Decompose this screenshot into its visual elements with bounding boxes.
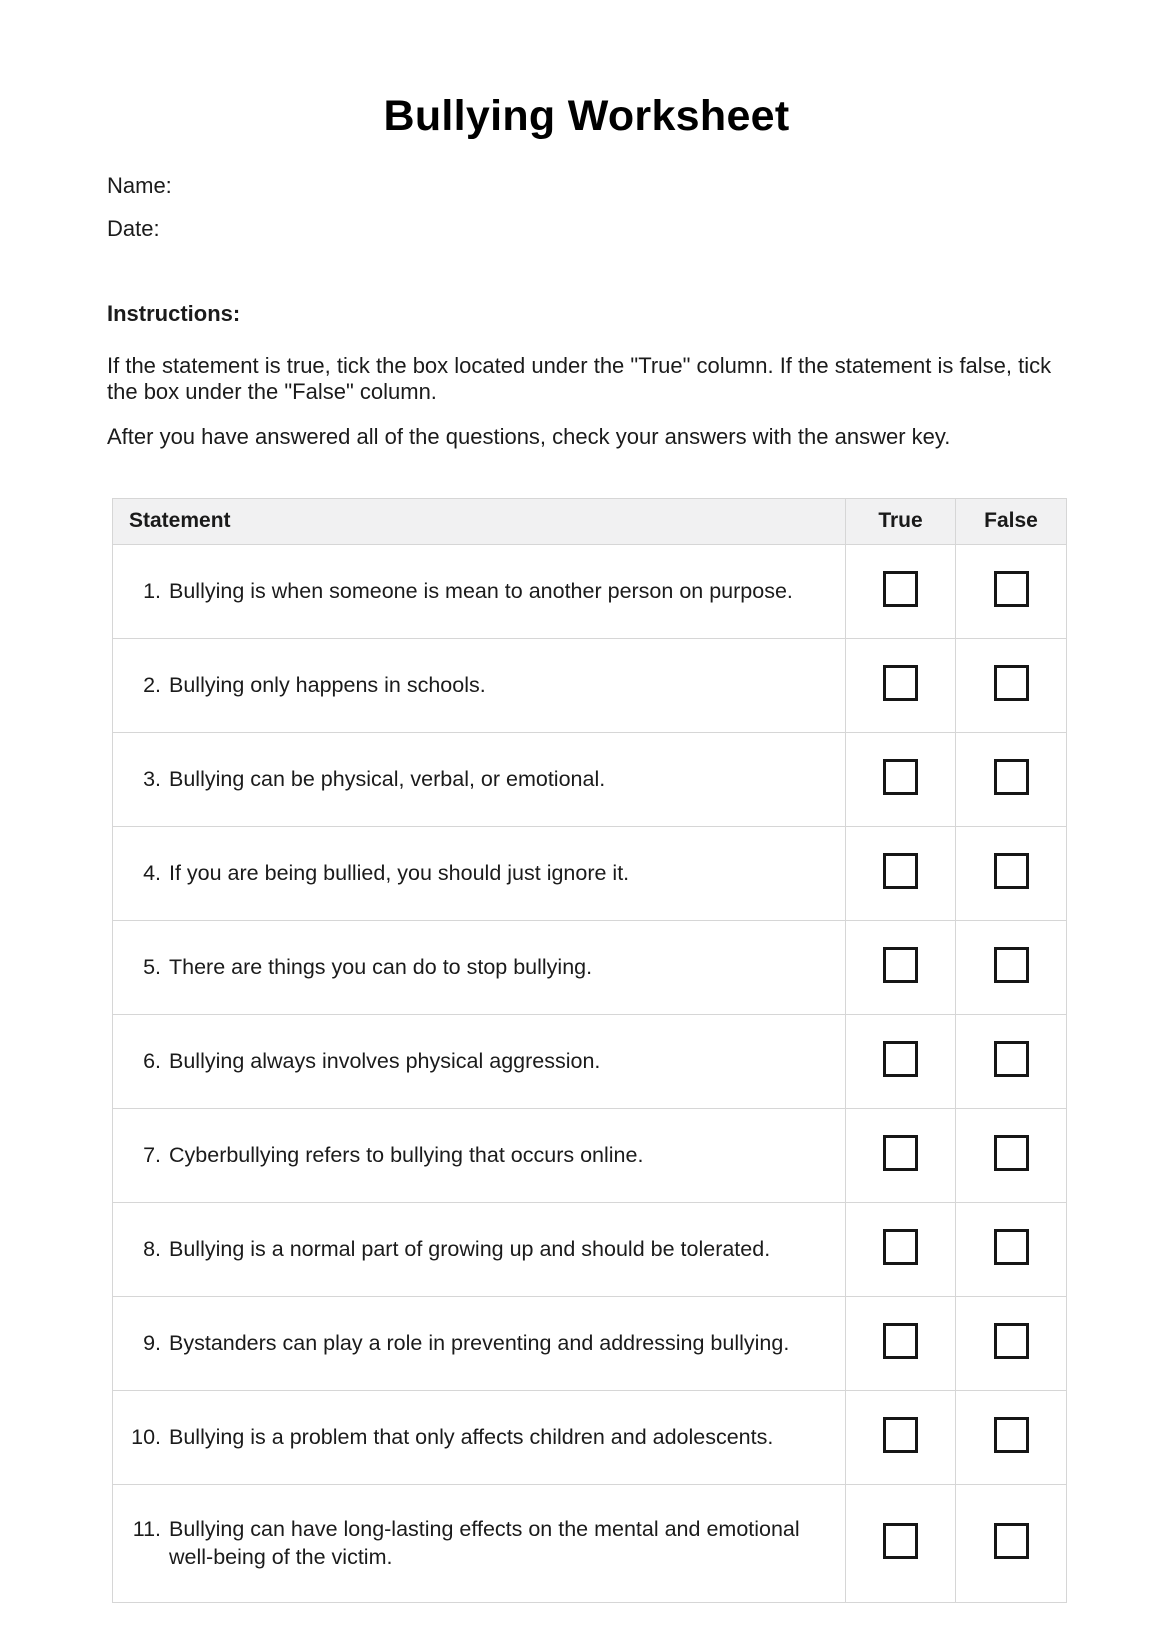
instructions-paragraph-2: After you have answered all of the questions, check your answers with the answer key. — [107, 423, 951, 449]
false-cell — [956, 826, 1067, 920]
false-checkbox-row-8[interactable] — [994, 1229, 1029, 1265]
instructions-heading: Instructions: — [107, 301, 241, 326]
table-row — [113, 1108, 1067, 1202]
statement-number: 6. — [143, 1049, 161, 1074]
statement-text: Bullying is when someone is mean to another person on purpose. — [169, 579, 793, 604]
statement-text: Bullying always involves physical aggression. — [169, 1049, 601, 1074]
false-checkbox-row-1[interactable] — [994, 571, 1029, 607]
statement-cell — [113, 1014, 846, 1108]
name-field-label: Name: — [107, 173, 172, 198]
false-checkbox-row-4[interactable] — [994, 853, 1029, 889]
statement-cell — [113, 1296, 846, 1390]
statement-cell — [113, 920, 846, 1014]
statement-rows — [113, 544, 1067, 1602]
statement-text: Bystanders can play a role in preventing and addressing bullying. — [169, 1331, 790, 1356]
true-cell — [846, 732, 956, 826]
page-title: Bullying Worksheet — [383, 92, 790, 140]
table-row — [113, 1296, 1067, 1390]
false-checkbox-row-9[interactable] — [994, 1323, 1029, 1359]
false-cell — [956, 732, 1067, 826]
true-cell — [846, 638, 956, 732]
false-cell — [956, 1390, 1067, 1484]
false-cell — [956, 544, 1067, 638]
statement-text: Bullying can have long-lasting effects on the mental and emotional well-being of the victim. — [169, 1516, 800, 1570]
statement-number: 7. — [143, 1143, 161, 1168]
statement-number: 4. — [143, 861, 161, 886]
table-row — [113, 1014, 1067, 1108]
statement-text: Cyberbullying refers to bullying that occurs online. — [169, 1143, 644, 1168]
true-checkbox-row-11[interactable] — [883, 1523, 918, 1559]
true-cell — [846, 826, 956, 920]
statement-number: 11. — [132, 1516, 161, 1541]
table-row — [113, 920, 1067, 1014]
true-checkbox-row-4[interactable] — [883, 853, 918, 889]
true-checkbox-row-9[interactable] — [883, 1323, 918, 1359]
true-cell — [846, 1014, 956, 1108]
false-checkbox-row-11[interactable] — [994, 1523, 1029, 1559]
true-checkbox-row-10[interactable] — [883, 1417, 918, 1453]
statement-text: There are things you can do to stop bullying. — [169, 955, 593, 980]
table-row — [113, 1202, 1067, 1296]
statement-text: Bullying can be physical, verbal, or emotional. — [169, 767, 606, 792]
true-column-header: True — [846, 498, 956, 544]
false-checkbox-row-2[interactable] — [994, 665, 1029, 701]
statement-cell — [113, 1484, 846, 1602]
true-cell — [846, 1108, 956, 1202]
statement-number: 5. — [143, 955, 161, 980]
true-checkbox-row-5[interactable] — [883, 947, 918, 983]
statement-cell — [113, 826, 846, 920]
statement-cell — [113, 1108, 846, 1202]
false-checkbox-row-5[interactable] — [994, 947, 1029, 983]
true-cell — [846, 920, 956, 1014]
false-checkbox-row-6[interactable] — [994, 1041, 1029, 1077]
true-cell — [846, 1390, 956, 1484]
statement-number: 3. — [143, 767, 161, 792]
table-row — [113, 638, 1067, 732]
false-checkbox-row-10[interactable] — [994, 1417, 1029, 1453]
true-checkbox-row-6[interactable] — [883, 1041, 918, 1077]
statement-cell — [113, 732, 846, 826]
statement-number: 1. — [143, 579, 161, 604]
table-row — [113, 826, 1067, 920]
statement-cell — [113, 1390, 846, 1484]
true-cell — [846, 1484, 956, 1602]
false-cell — [956, 638, 1067, 732]
true-checkbox-row-2[interactable] — [883, 665, 918, 701]
statement-text: If you are being bullied, you should just ignore it. — [169, 861, 630, 886]
false-checkbox-row-7[interactable] — [994, 1135, 1029, 1171]
true-checkbox-row-7[interactable] — [883, 1135, 918, 1171]
table-row — [113, 1484, 1067, 1602]
date-field-label: Date: — [107, 216, 160, 241]
statement-number: 9. — [143, 1331, 161, 1356]
true-checkbox-row-3[interactable] — [883, 759, 918, 795]
statement-text: Bullying is a problem that only affects children and adolescents. — [169, 1425, 774, 1450]
true-false-table — [112, 498, 1067, 1603]
table-row — [113, 544, 1067, 638]
false-cell — [956, 920, 1067, 1014]
table-row — [113, 732, 1067, 826]
true-cell — [846, 1296, 956, 1390]
instructions-paragraph-1: If the statement is true, tick the box located under the "True" column. If the statement is false, tick the box under the "False" column. — [107, 353, 1052, 404]
false-cell — [956, 1108, 1067, 1202]
false-cell — [956, 1484, 1067, 1602]
false-cell — [956, 1202, 1067, 1296]
table-header — [113, 498, 1067, 544]
false-column-header: False — [956, 498, 1067, 544]
statement-text: Bullying only happens in schools. — [169, 673, 486, 698]
statement-number: 2. — [143, 673, 161, 698]
table-row — [113, 1390, 1067, 1484]
true-cell — [846, 1202, 956, 1296]
true-checkbox-row-1[interactable] — [883, 571, 918, 607]
false-cell — [956, 1296, 1067, 1390]
statement-text: Bullying is a normal part of growing up and should be tolerated. — [169, 1237, 771, 1262]
statement-cell — [113, 544, 846, 638]
statement-number: 10. — [131, 1425, 161, 1450]
false-cell — [956, 1014, 1067, 1108]
statement-column-header: Statement — [113, 498, 846, 544]
true-cell — [846, 544, 956, 638]
statement-number: 8. — [143, 1237, 161, 1262]
statement-cell — [113, 1202, 846, 1296]
statement-cell — [113, 638, 846, 732]
true-checkbox-row-8[interactable] — [883, 1229, 918, 1265]
false-checkbox-row-3[interactable] — [994, 759, 1029, 795]
